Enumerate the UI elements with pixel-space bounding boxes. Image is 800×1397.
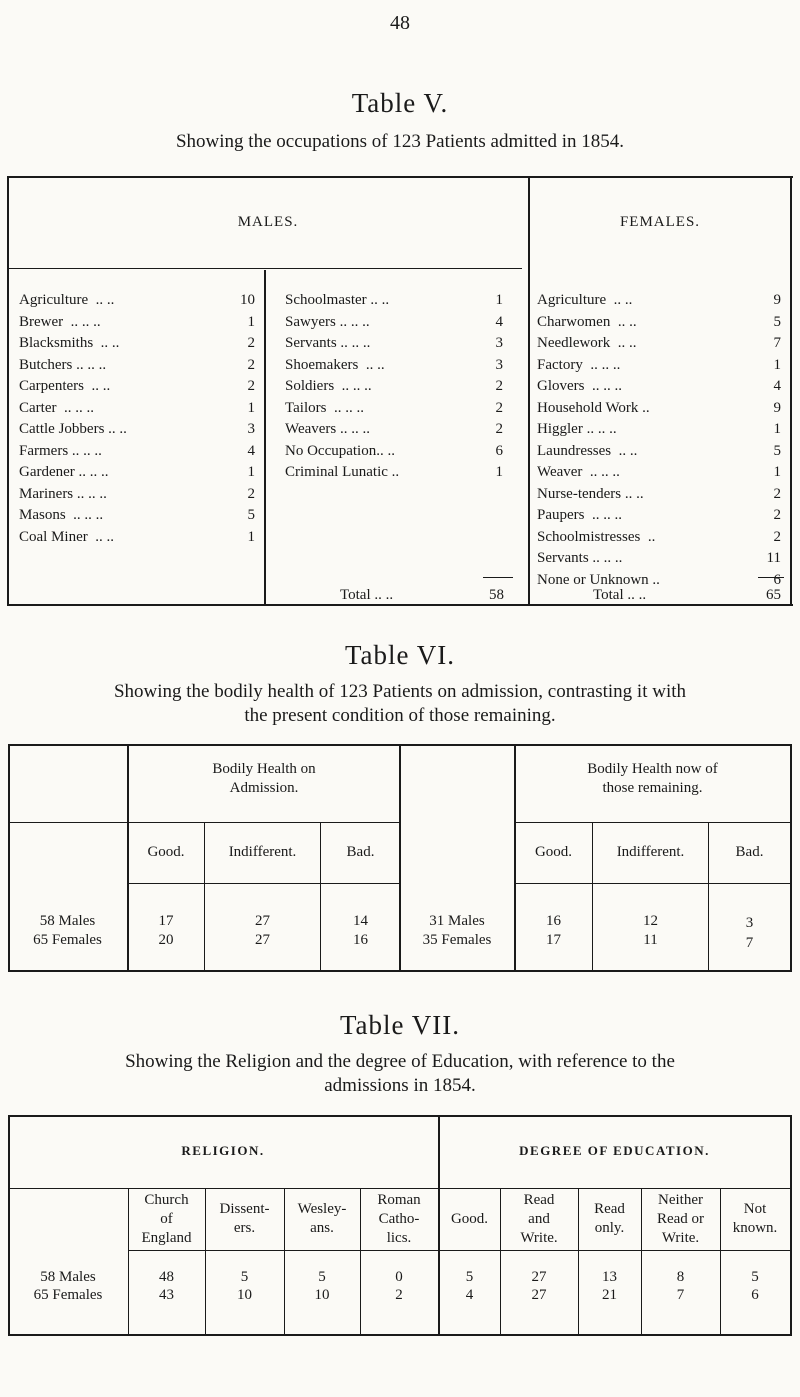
- t7-col-header: [205, 1200, 284, 1238]
- occupation-label: Glovers .. .. ..: [537, 378, 622, 394]
- t7-cell: 7: [676, 1287, 685, 1303]
- t7-col-header-line: Church: [144, 1191, 189, 1208]
- occupation-count: 2: [247, 356, 255, 373]
- occupation-label: Agriculture .. ..: [19, 292, 115, 308]
- table6-subtitle-1: Showing the bodily health of 123 Patients on admission, contrasting it with: [113, 681, 687, 702]
- t7-col-header-line: and: [528, 1210, 550, 1227]
- occupation-row: [537, 441, 781, 463]
- occupation-count: 5: [773, 442, 781, 459]
- t7-col-header-line: known.: [732, 1220, 778, 1236]
- occupation-label: Carpenters .. ..: [19, 378, 111, 394]
- t6-col-good-now: Good.: [534, 844, 573, 860]
- t6-group-now-line1: Bodily Health now of: [587, 761, 718, 777]
- t6-cell: 17: [546, 932, 561, 948]
- t7-col-header-line: Good.: [450, 1210, 489, 1227]
- t6-cell: 12: [643, 913, 658, 929]
- t6-row-label: 58 Males: [39, 913, 96, 929]
- males-total-value: 58: [489, 587, 504, 603]
- occupation-row: [285, 355, 503, 377]
- t7-cell: 27: [531, 1269, 547, 1285]
- t7-col-header: [720, 1200, 790, 1238]
- occupation-count: 4: [247, 442, 255, 459]
- occupation-label: Masons .. .. ..: [19, 507, 104, 523]
- t6-group-now: [515, 760, 790, 798]
- occupation-count: 6: [495, 442, 503, 459]
- t7-cell: 27: [531, 1287, 547, 1303]
- t7-cell: 6: [751, 1287, 759, 1303]
- education-header: DEGREE OF EDUCATION.: [519, 1143, 710, 1158]
- occupation-count: 7: [773, 335, 781, 351]
- occupation-count: 9: [773, 292, 781, 308]
- t6-group-admission: [128, 760, 400, 798]
- t6-col-indifferent: Indifferent.: [228, 844, 297, 860]
- t7-cell: 4: [465, 1287, 474, 1303]
- t7-cell: 48: [159, 1269, 174, 1285]
- occupation-row: [19, 484, 255, 506]
- occupation-count: 1: [247, 464, 255, 480]
- table5-subtitle: Showing the occupations of 123 Patients admitted in 1854.: [175, 131, 625, 152]
- occupation-row: [285, 312, 503, 334]
- occupation-count: 2: [773, 485, 781, 502]
- t6-cell: 17: [158, 913, 174, 929]
- occupation-label: Schoolmistresses ..: [537, 528, 656, 545]
- occupation-row: [19, 355, 255, 377]
- t7-col-header: [284, 1200, 360, 1238]
- t7-cell: 43: [159, 1287, 174, 1303]
- occupation-label: Weavers .. .. ..: [285, 421, 371, 437]
- occupation-count: 3: [495, 335, 503, 351]
- occupation-count: 2: [495, 399, 503, 416]
- t6-cell: 14: [353, 913, 368, 929]
- males-total-label: Total .. ..: [340, 587, 394, 603]
- occupation-count: 4: [773, 378, 781, 394]
- t7-col-header-line: Neither: [658, 1191, 703, 1208]
- t6-row-label-now: 35 Females: [422, 932, 492, 948]
- occupation-count: 2: [495, 421, 503, 437]
- occupation-count: 5: [247, 507, 255, 523]
- t6-group-admission-line1: Bodily Health on: [212, 761, 316, 777]
- occupation-label: Servants .. .. ..: [537, 550, 623, 566]
- occupation-row: [537, 312, 781, 334]
- t7-cell: 10: [237, 1287, 252, 1303]
- t7-cell: 0: [395, 1269, 403, 1285]
- occupation-row: [19, 398, 255, 420]
- occupation-count: 5: [773, 313, 781, 330]
- occupation-count: 4: [495, 313, 503, 330]
- occupation-label: Farmers .. .. ..: [19, 442, 102, 459]
- table6-subtitle-2: the present condition of those remaining.: [244, 705, 556, 726]
- occupation-row: [537, 570, 781, 592]
- t7-col-header-line: ans.: [310, 1220, 334, 1236]
- t7-cell: 5: [318, 1269, 326, 1285]
- occupation-count: 1: [773, 356, 781, 373]
- occupation-row: [19, 527, 255, 549]
- occupation-row: [537, 548, 781, 570]
- t7-col-header-line: only.: [594, 1220, 625, 1236]
- occupation-count: 6: [773, 571, 781, 588]
- t6-cell: 27: [255, 913, 270, 929]
- t7-col-header-line: lics.: [386, 1229, 412, 1246]
- occupation-row: [537, 398, 781, 420]
- occupation-label: Soldiers .. .. ..: [285, 378, 372, 394]
- t7-col-header-line: Dissent-: [219, 1201, 270, 1217]
- occupation-label: Tailors .. .. ..: [285, 399, 364, 416]
- occupation-count: 1: [495, 292, 503, 308]
- t7-col-header-line: Catho-: [378, 1210, 420, 1227]
- occupation-count: 2: [247, 485, 255, 502]
- occupation-label: Mariners .. .. ..: [19, 485, 107, 502]
- occupation-label: Carter .. .. ..: [19, 399, 94, 416]
- t6-cell: 27: [255, 932, 270, 948]
- occupation-label: Higgler .. .. ..: [537, 421, 617, 437]
- occupation-count: 2: [773, 528, 781, 545]
- t6-col-indifferent-now: Indifferent.: [616, 844, 685, 860]
- occupation-count: 10: [240, 292, 255, 308]
- occupation-label: None or Unknown ..: [537, 571, 660, 588]
- occupation-row: [19, 376, 255, 398]
- t7-col-header-line: Not: [743, 1201, 767, 1217]
- occupation-row: [537, 419, 781, 441]
- occupation-label: Brewer .. .. ..: [19, 313, 101, 330]
- occupation-count: 1: [247, 528, 255, 545]
- t6-cell: 16: [546, 913, 561, 929]
- t7-col-header-line: Read or: [656, 1210, 705, 1227]
- occupation-label: Coal Miner .. ..: [19, 528, 114, 545]
- males-list-2: [285, 290, 505, 484]
- occupation-row: [537, 527, 781, 549]
- females-list: [537, 290, 781, 591]
- occupation-row: [537, 355, 781, 377]
- t6-col-bad-now: Bad.: [735, 844, 764, 860]
- t7-col-header-line: Read: [523, 1191, 555, 1208]
- occupation-row: [285, 333, 503, 355]
- occupation-row: [537, 462, 781, 484]
- occupation-label: Needlework .. ..: [537, 335, 637, 351]
- occupation-count: 11: [766, 550, 781, 566]
- t6-row-label-now: 31 Males: [429, 913, 485, 929]
- occupation-count: 3: [247, 421, 255, 437]
- t7-cell: 5: [751, 1269, 759, 1285]
- occupation-label: Blacksmiths .. ..: [19, 335, 120, 351]
- occupation-label: Schoolmaster .. ..: [285, 292, 390, 308]
- t7-col-header: [360, 1191, 438, 1248]
- t6-group-now-line2: those remaining.: [602, 780, 703, 796]
- occupation-label: Factory .. .. ..: [537, 356, 621, 373]
- occupation-row: [285, 441, 503, 463]
- occupation-label: Paupers .. .. ..: [537, 507, 622, 523]
- males-list-1: [19, 290, 259, 548]
- occupation-row: [19, 462, 255, 484]
- t7-col-header: [641, 1191, 720, 1248]
- occupation-label: Gardener .. .. ..: [19, 464, 109, 480]
- occupation-label: No Occupation.. ..: [285, 442, 395, 459]
- t6-cell: 16: [353, 932, 368, 948]
- occupation-label: Cattle Jobbers .. ..: [19, 421, 127, 437]
- t7-col-header-line: Read: [594, 1201, 625, 1217]
- occupation-count: 9: [773, 399, 781, 416]
- occupation-label: Nurse-tenders .. ..: [537, 485, 644, 502]
- occupation-count: 1: [495, 464, 503, 480]
- t7-col-header-line: Write.: [520, 1229, 558, 1246]
- t6-cell: 7: [745, 935, 754, 951]
- t7-col-header-line: Roman: [377, 1191, 421, 1208]
- occupation-label: Sawyers .. .. ..: [285, 313, 370, 330]
- occupation-row: [19, 505, 255, 527]
- occupation-label: Criminal Lunatic ..: [285, 464, 400, 480]
- t7-col-header-line: of: [160, 1210, 173, 1227]
- occupation-label: Servants .. .. ..: [285, 335, 371, 351]
- occupation-label: Charwomen .. ..: [537, 313, 637, 330]
- t7-row-label: 58 Males: [40, 1269, 96, 1285]
- occupation-row: [537, 376, 781, 398]
- table7-subtitle-1: Showing the Religion and the degree of Education, with reference to the: [125, 1051, 675, 1072]
- t7-cell: 8: [676, 1269, 685, 1285]
- occupation-count: 1: [773, 464, 781, 480]
- t7-cell: 5: [240, 1269, 249, 1285]
- t7-col-header: [128, 1191, 205, 1248]
- occupation-row: [19, 312, 255, 334]
- occupation-count: 1: [773, 421, 781, 437]
- t6-cell: 3: [745, 915, 754, 931]
- t7-col-header-line: Write.: [661, 1229, 700, 1246]
- occupation-count: 2: [247, 335, 255, 351]
- occupation-row: [285, 398, 503, 420]
- t6-cell: 20: [158, 932, 174, 948]
- occupation-row: [19, 290, 255, 312]
- occupation-label: Shoemakers .. ..: [285, 356, 385, 373]
- t6-group-admission-line2: Admission.: [229, 780, 299, 796]
- occupation-row: [285, 376, 503, 398]
- occupation-row: [285, 419, 503, 441]
- t7-cell: 5: [465, 1269, 474, 1285]
- males-header: MALES.: [237, 214, 299, 230]
- table5-title: Table V.: [351, 88, 449, 118]
- occupation-count: 1: [247, 399, 255, 416]
- table7-title: Table VII.: [339, 1010, 461, 1040]
- t6-cell: 11: [643, 932, 658, 948]
- occupation-label: Butchers .. .. ..: [19, 356, 107, 373]
- t7-col-header-line: Wesley-: [297, 1201, 347, 1217]
- page-number: 48: [390, 12, 410, 34]
- t6-row-label: 65 Females: [33, 932, 102, 948]
- t7-cell: 2: [395, 1287, 403, 1303]
- occupation-count: 2: [773, 507, 781, 523]
- t7-cell: 13: [602, 1269, 617, 1285]
- occupation-row: [19, 419, 255, 441]
- occupation-row: [537, 290, 781, 312]
- occupation-label: Household Work ..: [537, 399, 650, 416]
- occupation-count: 1: [247, 313, 255, 330]
- females-total-label: Total .. ..: [593, 587, 647, 603]
- t7-col-header-line: ers.: [233, 1220, 256, 1236]
- females-header: FEMALES.: [619, 214, 701, 230]
- religion-header: RELIGION.: [181, 1143, 265, 1158]
- females-total-value: 65: [766, 587, 781, 603]
- occupation-row: [537, 333, 781, 355]
- occupation-label: Laundresses .. ..: [537, 442, 638, 459]
- occupation-row: [19, 441, 255, 463]
- occupation-label: Agriculture .. ..: [537, 292, 633, 308]
- occupation-row: [537, 505, 781, 527]
- table7-subtitle-2: admissions in 1854.: [324, 1075, 476, 1096]
- occupation-row: [19, 333, 255, 355]
- t7-cell: 21: [602, 1287, 617, 1303]
- occupation-row: [285, 462, 503, 484]
- t7-col-header: [439, 1210, 500, 1229]
- occupation-row: [537, 484, 781, 506]
- t7-cell: 10: [314, 1287, 330, 1303]
- table6-title: Table VI.: [344, 640, 456, 670]
- occupation-row: [285, 290, 503, 312]
- t6-col-good: Good.: [147, 844, 185, 860]
- t7-col-header: [500, 1191, 578, 1248]
- occupation-label: Weaver .. .. ..: [537, 464, 620, 480]
- t7-row-label: 65 Females: [33, 1287, 103, 1303]
- t7-col-header-line: England: [141, 1229, 192, 1246]
- occupation-count: 2: [247, 378, 255, 394]
- t7-col-header: [578, 1200, 641, 1238]
- t6-col-bad: Bad.: [346, 844, 375, 860]
- occupation-count: 3: [495, 356, 503, 373]
- occupation-count: 2: [495, 378, 503, 394]
